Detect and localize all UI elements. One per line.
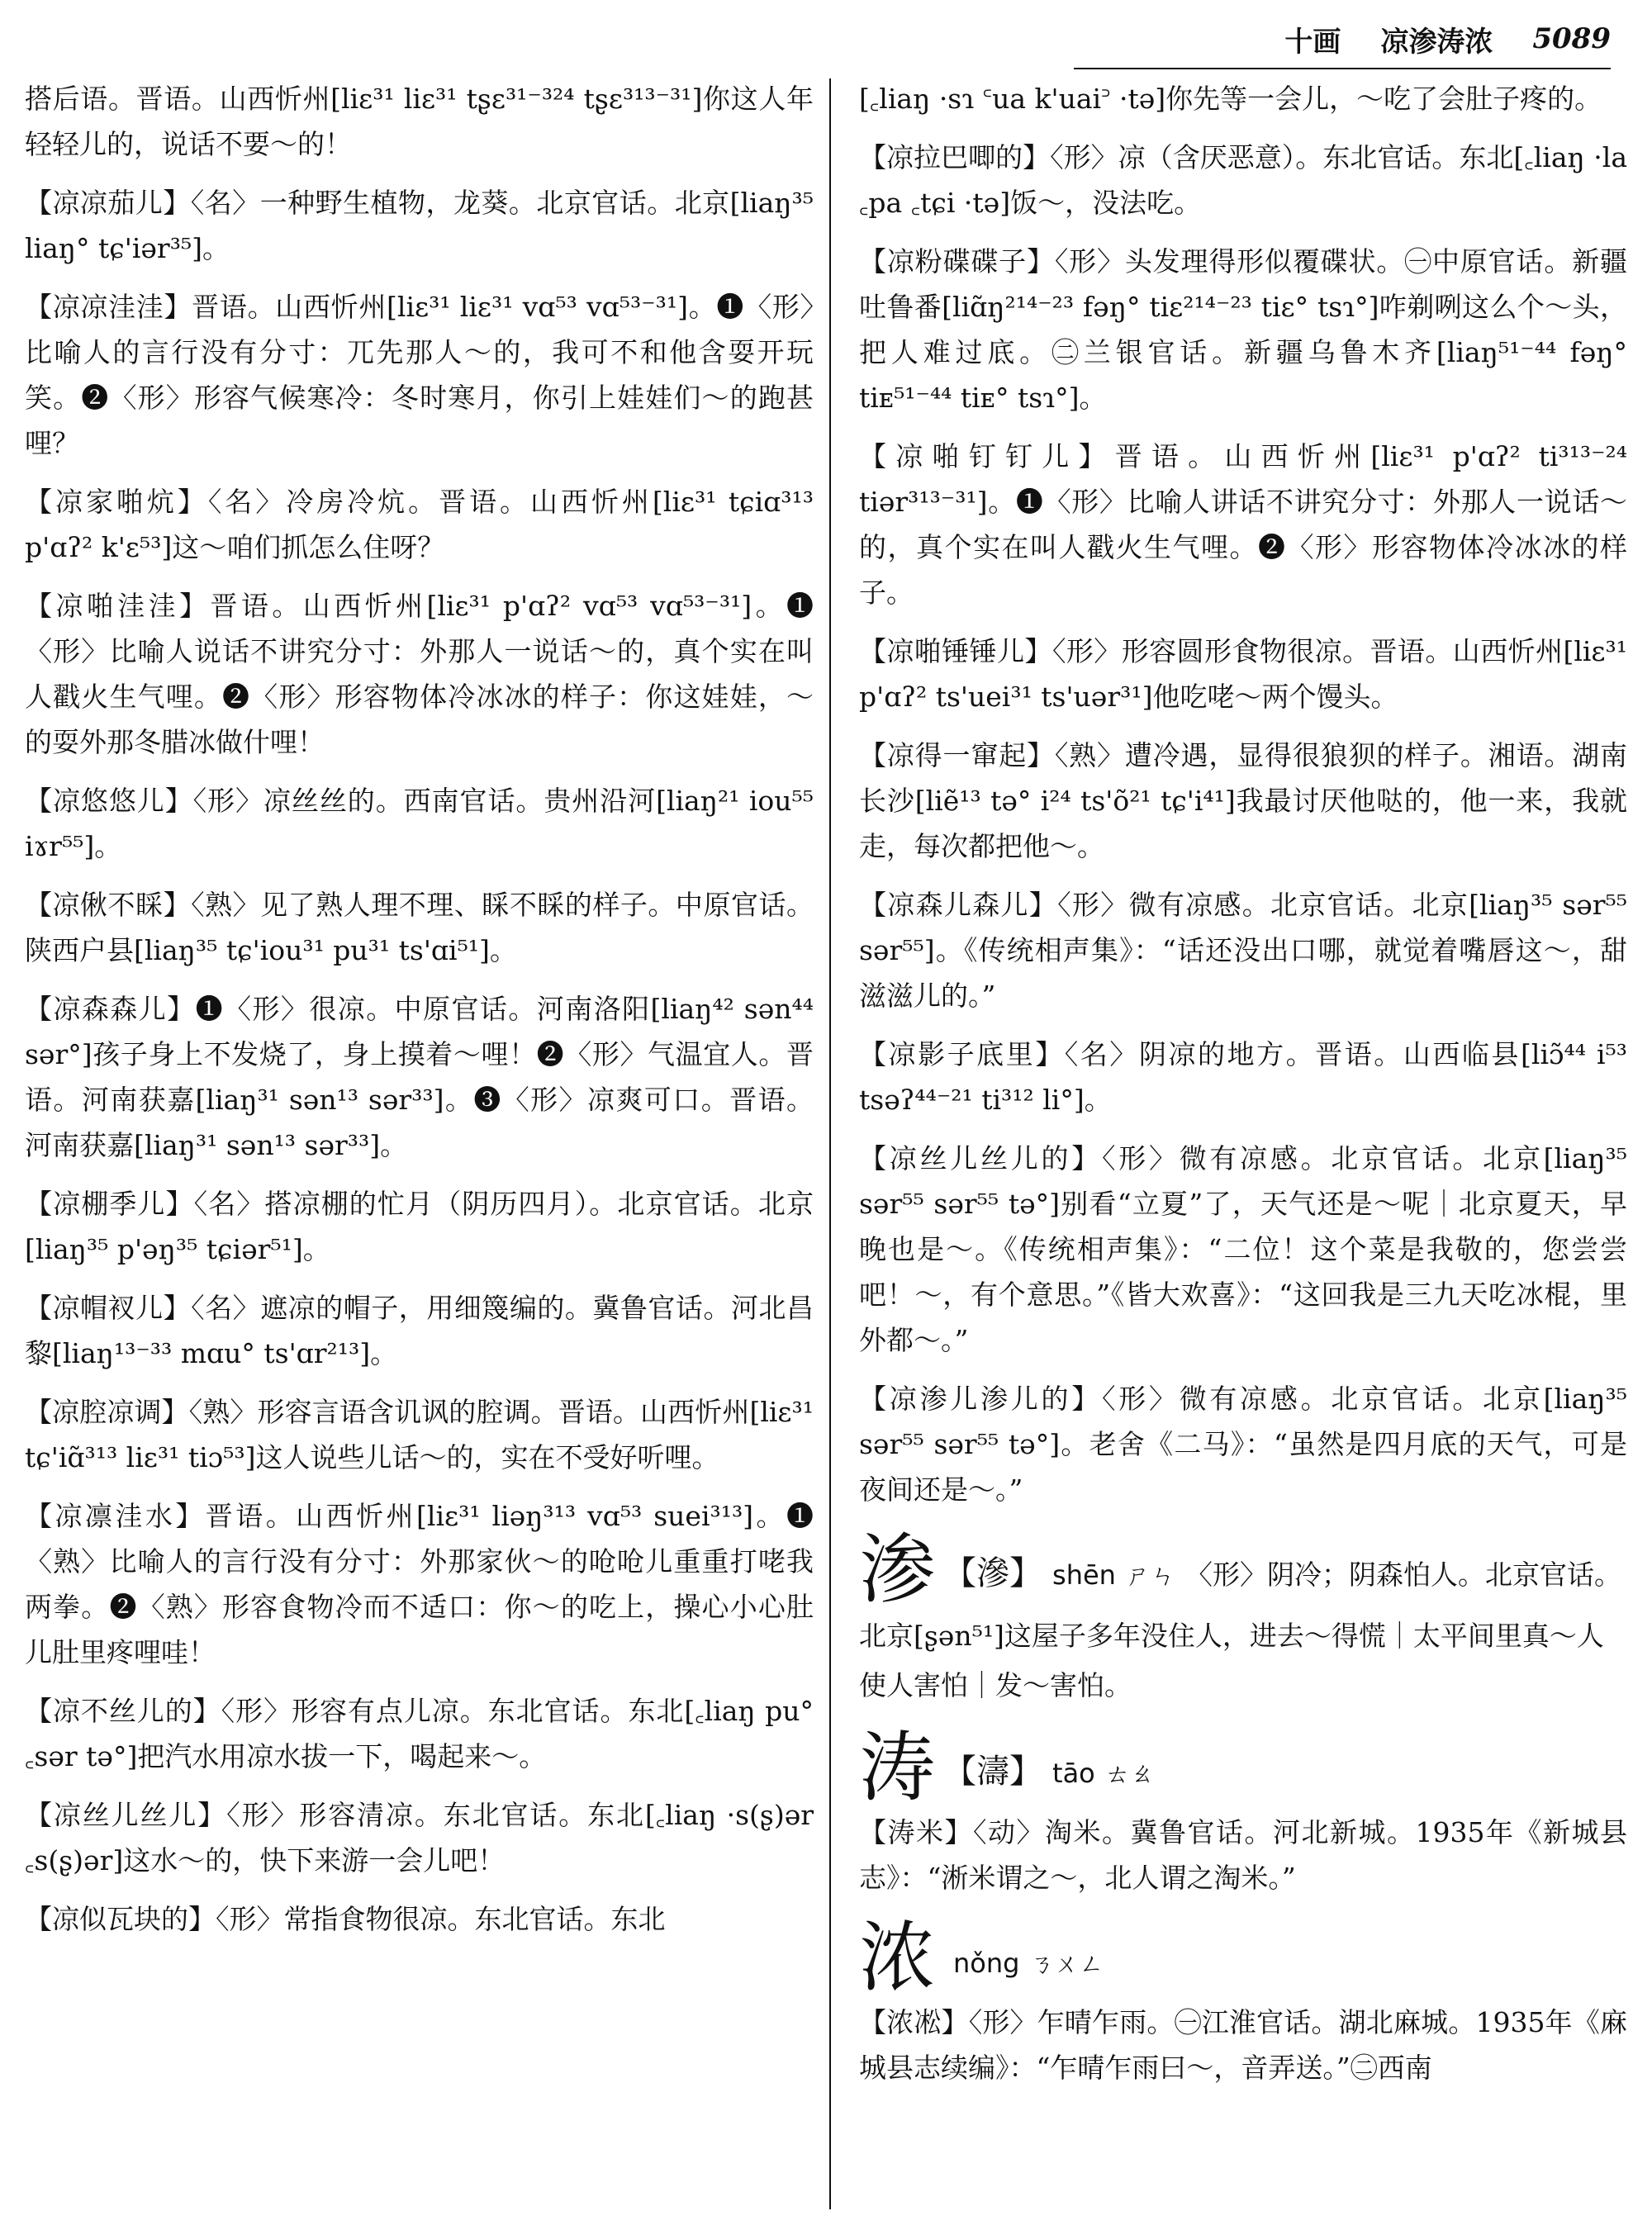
entry-liangpadingdinger: 【凉啪钉钉儿】晋语。山西忻州[liɛ³¹ p'ɑʔ² ti³¹³⁻²⁴ tiər³¹³⁻³¹]。❶〈形〉比喻人讲话不讲究分寸：外那人一说话～的，真个实在叫人戳火生气哩。❷〈形〉形容物体冷冰冰的样子。 <box>859 440 1627 609</box>
column-divider <box>829 78 831 2209</box>
traditional-form: 【濤】 <box>943 1753 1043 1791</box>
entry-liangliangqier: 【凉凉茄儿】〈名〉一种野生植物，龙葵。北京官话。北京[liaŋ³⁵ liaŋ° tɕ'iər³⁵]。 <box>25 187 814 264</box>
definition: 〈形〉阴冷；阴森怕人。北京官话。北京[ʂən⁵¹]这屋子多年没住人，进去～得慌｜太平间里真～人使人害怕｜发～害怕。 <box>859 1559 1621 1701</box>
entry-lianglinwashui: 【凉凛洼水】晋语。山西忻州[liɛ³¹ liəŋ³¹³ vɑ⁵³ suei³¹³]。❶〈熟〉比喻人的言行没有分寸：外那家伙～的呛呛儿重重打咾我两拳。❷〈熟〉形容食物冷而不适口：你～的吃上，操心小心肚儿肚里疼哩哇！ <box>25 1500 814 1668</box>
entry-liangyingzidili: 【凉影子底里】〈名〉阴凉的地方。晋语。山西临县[liɔ̃⁴⁴ i⁵³ tsəʔ⁴⁴⁻²¹ ti³¹² li°]。 <box>859 1038 1627 1116</box>
entry-liangsensener: 【凉森森儿】❶〈形〉很凉。中原官话。河南洛阳[liaŋ⁴² sən⁴⁴ sər°]孩子身上不发烧了，身上摸着～哩！❷〈形〉气温宜人。晋语。河南获嘉[liaŋ³¹ sən¹³ sər³³]。❸〈形〉凉爽可口。晋语。河南获嘉[liaŋ³¹ sən¹³ sər³³]。 <box>25 993 814 1161</box>
entry-liangbusierde: 【凉不丝儿的】〈形〉形容有点儿凉。东北官话。东北[꜀liaŋ pu° ꜀sər tə°]把汽水用凉水拔一下，喝起来～。 <box>25 1695 814 1772</box>
pinyin: shēn <box>1052 1559 1116 1591</box>
zhuyin: ㄊㄠ <box>1104 1760 1155 1789</box>
entry-liangqiangliangdiao: 【凉腔凉调】〈熟〉形容言语含讥讽的腔调。晋语。山西忻州[liɛ³¹ tɕ'iɑ̃³¹³ liɛ³¹ tiɔ⁵³]这人说些儿话～的，实在不受好听哩。 <box>25 1396 814 1473</box>
entry-liangshenershenerde: 【凉渗儿渗儿的】〈形〉微有凉感。北京官话。北京[liaŋ³⁵ sər⁵⁵ sər⁵⁵ tə°]。老舍《二马》：“虽然是四月底的天气，可是夜间还是～。” <box>859 1383 1627 1506</box>
entry-liangpengjier: 【凉棚季儿】〈名〉搭凉棚的忙月（阴历四月）。北京官话。北京[liaŋ³⁵ p'əŋ³⁵ tɕiər⁵¹]。 <box>25 1188 814 1265</box>
section-label: 十画 <box>1284 25 1341 59</box>
headword-char: 渗 <box>859 1525 936 1614</box>
entry-lianglabajide: 【凉拉巴唧的】〈形〉凉（含厌恶意）。东北官话。东北[꜀liaŋ ·la ꜀pa ꜀tɕi ·tə]饭～，没法吃。 <box>859 141 1627 219</box>
page-number: 5089 <box>1532 22 1611 55</box>
right-column <box>859 76 1627 2095</box>
entry-liangjiapakang: 【凉家啪炕】〈名〉冷房冷炕。晋语。山西忻州[liɛ³¹ tɕiɑ³¹³ p'ɑʔ² k'ɛ⁵³]这～咱们抓怎么住呀？ <box>25 486 814 563</box>
entry-liangliangwawa: 【凉凉洼洼】晋语。山西忻州[liɛ³¹ liɛ³¹ vɑ⁵³ vɑ⁵³⁻³¹]。❶〈形〉比喻人的言行没有分寸：兀先那人～的，我可不和他含耍开玩笑。❷〈形〉形容气候寒冷：冬时寒月，你引上娃娃们～的跑甚哩？ <box>25 291 814 459</box>
zhuyin: ㄕㄣ <box>1125 1562 1175 1591</box>
entry-liangsiersier: 【凉丝儿丝儿】〈形〉形容清凉。东北官话。东北[꜀liaŋ ·s(ʂ)ər ꜀s(ʂ)ər]这水～的，快下来游一会儿吧！ <box>25 1799 814 1877</box>
running-heads: 凉渗涛浓 <box>1380 25 1493 59</box>
headword-char: 浓 <box>859 1914 936 2002</box>
entry-liangsiwakuaide: 【凉似瓦块的】〈形〉常指食物很凉。东北官话。东北 <box>25 1903 666 1935</box>
entry-liangfendiediezi: 【凉粉碟碟子】〈形〉头发理得形似覆碟状。㊀中原官话。新疆吐鲁番[liɑ̃ŋ²¹⁴⁻²³ fəŋ° tiɛ²¹⁴⁻²³ tiɛ° tsɿ°]咋剃咧这么个～头，把人难过底。㊁兰银官话。新疆乌鲁木齐[liaŋ⁵¹⁻⁴⁴ fəŋ° tiᴇ⁵¹⁻⁴⁴ tiᴇ° tsɿ°]。 <box>859 245 1627 414</box>
entry-liangsiersierde: 【凉丝儿丝儿的】〈形〉微有凉感。北京官话。北京[liaŋ³⁵ sər⁵⁵ sər⁵⁵ tə°]别看“立夏”了，天气还是～呢｜北京夏天，早晚也是～。《传统相声集》：“二位！这个菜是我敬的，您尝尝吧！～，有个意思。”《皆大欢喜》：“这回我是三九天吃冰棍，里外都～。” <box>859 1142 1627 1356</box>
entry-liangyouyouer: 【凉悠悠儿】〈形〉凉丝丝的。西南官话。贵州沿河[liaŋ²¹ iou⁵⁵ iɤr⁵⁵]。 <box>25 785 814 862</box>
header-rule <box>1074 68 1611 69</box>
entry-liangdeyicuanqi: 【凉得一窜起】〈熟〉遭冷遇，显得很狼狈的样子。湘语。湖南长沙[liẽ¹³ tə° i²⁴ ts'õ²¹ tɕ'i⁴¹]我最讨厌他哒的，他一来，我就走，每次都把他～。 <box>859 739 1627 862</box>
entry-liangpachuichuier: 【凉啪锤锤儿】〈形〉形容圆形食物很凉。晋语。山西忻州[liɛ³¹ p'ɑʔ² ts'uei³¹ ts'uər³¹]他吃咾～两个馒头。 <box>859 635 1627 713</box>
entry-liangmaochaer: 【凉帽衩儿】〈名〉遮凉的帽子，用细篾编的。冀鲁官话。河北昌黎[liaŋ¹³⁻³³ mɑu° ts'ɑr²¹³]。 <box>25 1292 814 1369</box>
left-column <box>25 76 814 1947</box>
entry-liangpawawa: 【凉啪洼洼】晋语。山西忻州[liɛ³¹ p'ɑʔ² vɑ⁵³ vɑ⁵³⁻³¹]。❶〈形〉比喻人说话不讲究分寸：外那人一说话～的，真个实在叫人戳火生气哩。❷〈形〉形容物体冷冰冰的样子：你这娃娃，～的耍外那冬腊冰做什哩！ <box>25 590 814 758</box>
char-entry-nong <box>859 1914 1627 2002</box>
entry-liangqiubucai: 【凉偢不睬】〈熟〉见了熟人理不理、睬不睬的样子。中原官话。陕西户县[liaŋ³⁵ tɕ'iou³¹ pu³¹ ts'ɑi⁵¹]。 <box>25 889 814 966</box>
entry-nongsong: 【浓凇】〈形〉乍晴乍雨。㊀江淮官话。湖北麻城。1935年《麻城县志续编》：“乍晴乍雨曰～，音弄送。”㊁西南 <box>859 2006 1627 2084</box>
pinyin: tāo <box>1052 1758 1095 1789</box>
char-entry-tao <box>859 1724 1627 1812</box>
entry-taomi: 【涛米】〈动〉淘米。冀鲁官话。河北新城。1935年《新城县志》：“淅米谓之～，北人谓之淘米。” <box>859 1816 1627 1894</box>
page-header <box>1140 10 1611 68</box>
headword-char: 涛 <box>859 1724 936 1812</box>
traditional-form: 【滲】 <box>943 1554 1043 1592</box>
entry-continuation-right: [꜀liaŋ ·sɿ ꜂ua k'uai꜄ ·tə]你先等一会儿，～吃了会肚子疼的。 <box>859 83 1602 115</box>
char-entry-shen <box>859 1525 1627 1710</box>
zhuyin: ㄋㄨㄥ <box>1029 1950 1104 1979</box>
entry-continuation: 搭后语。晋语。山西忻州[liɛ³¹ liɛ³¹ tʂɛ³¹⁻³²⁴ tʂɛ³¹³⁻³¹]你这人年轻轻儿的，说话不要～的！ <box>25 83 814 160</box>
pinyin: nǒng <box>953 1948 1020 1979</box>
entry-liangsenersener: 【凉森儿森儿】〈形〉微有凉感。北京官话。北京[liaŋ³⁵ sər⁵⁵ sər⁵⁵]。《传统相声集》：“话还没出口哪，就觉着嘴唇这～，甜滋滋儿的。” <box>859 889 1627 1012</box>
